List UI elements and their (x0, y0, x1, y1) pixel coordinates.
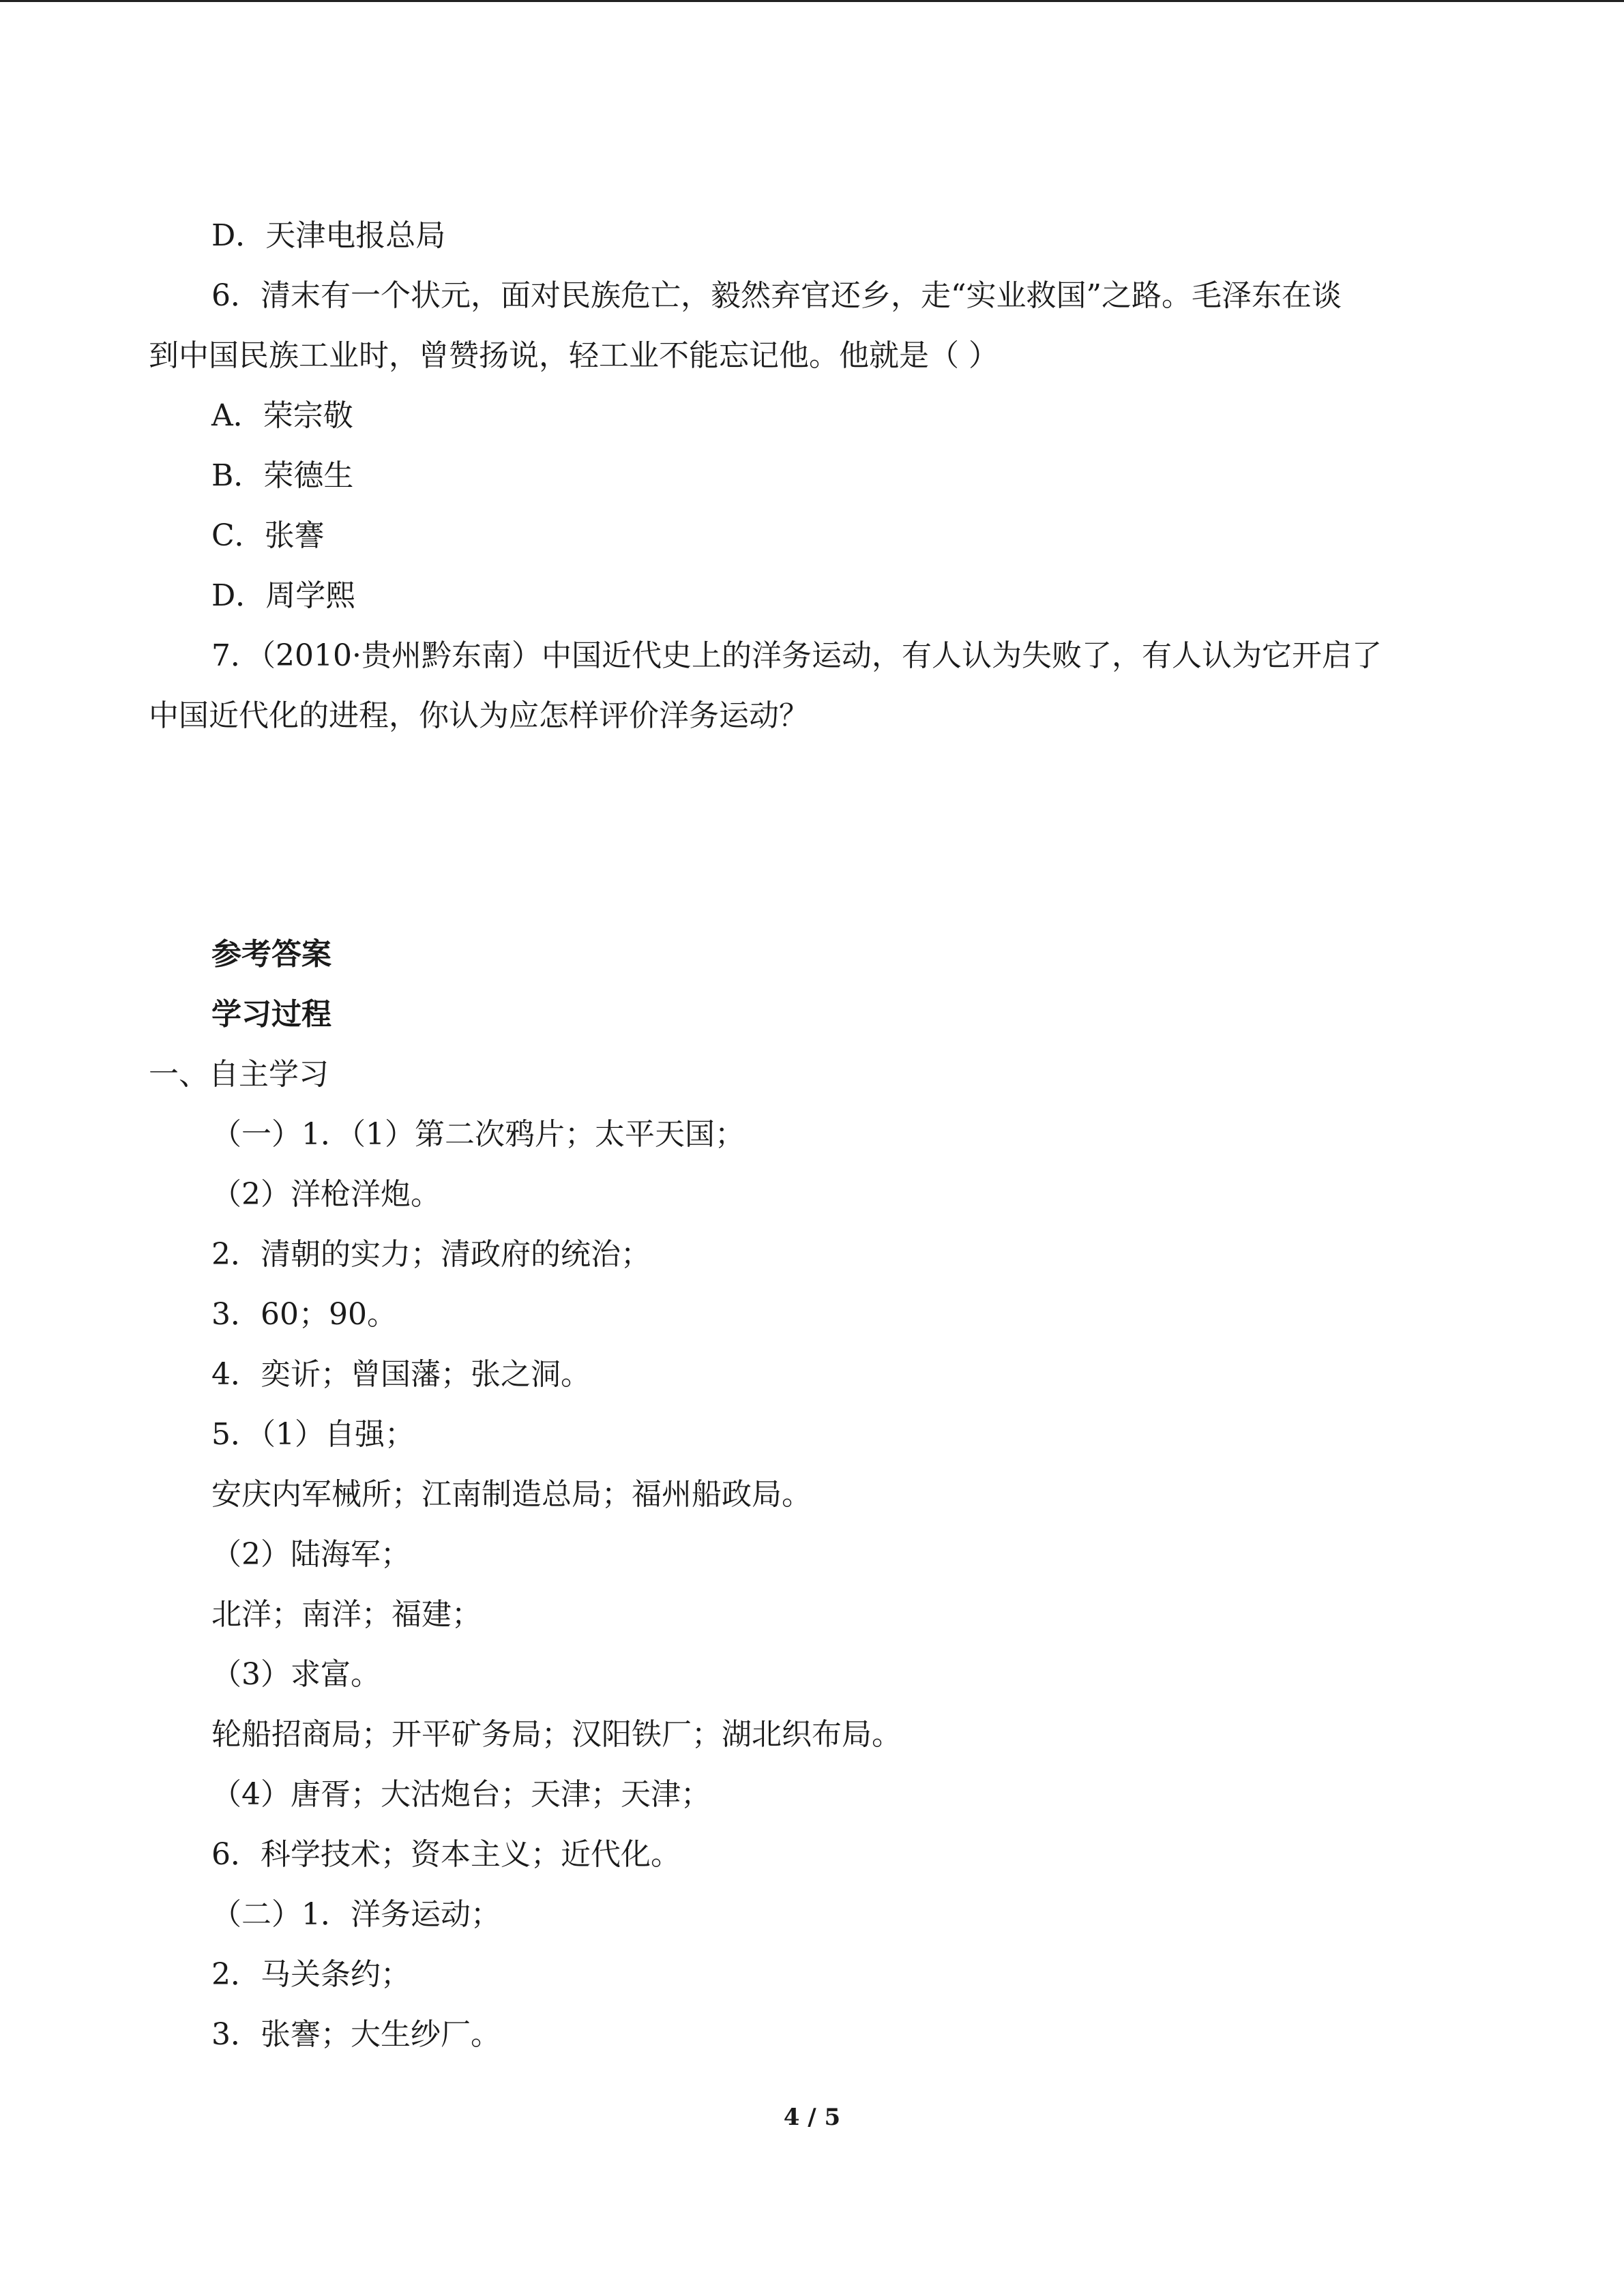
answer-line: 轮船招商局；开平矿务局；汉阳铁厂；湖北织布局。 (211, 1717, 902, 1752)
answer-line: （3）求富。 (211, 1657, 381, 1692)
q5-option-d: D．天津电报总局 (211, 218, 446, 253)
answer-line: （二）1．洋务运动； (211, 1897, 501, 1932)
q6-option-b: B．荣德生 (211, 458, 354, 493)
answer-line: 2．清朝的实力；清政府的统治； (211, 1237, 651, 1272)
answer-line: （2）洋枪洋炮。 (211, 1177, 441, 1212)
page-number: 4 / 5 (783, 2104, 841, 2131)
answer-line: （2）陆海军； (211, 1537, 411, 1572)
section-1-title: 一、自主学习 (149, 1057, 329, 1092)
answer-line: 安庆内军械所；江南制造总局；福州船政局。 (211, 1477, 812, 1512)
answer-line: 4．奕䜣；曾国藩；张之洞。 (211, 1357, 591, 1392)
q6-option-d: D．周学熙 (211, 578, 356, 613)
answer-line: 5．（1）自强； (211, 1417, 415, 1452)
answers-subheading: 学习过程 (211, 997, 331, 1032)
answers-heading: 参考答案 (211, 937, 331, 972)
answer-line: 北洋；南洋；福建； (211, 1597, 482, 1632)
answer-line: （4）唐胥；大沽炮台；天津；天津； (211, 1777, 711, 1812)
answer-line: 3．张謇；大生纱厂。 (211, 2017, 501, 2052)
q6-option-c: C．张謇 (211, 518, 325, 553)
q6-option-a: A．荣宗敬 (211, 398, 353, 433)
q6-stem-line-2: 到中国民族工业时，曾赞扬说，轻工业不能忘记他。他就是（ ） (149, 338, 999, 373)
answer-line: 2．马关条约； (211, 1957, 411, 1992)
answer-line: 3．60；90。 (211, 1297, 397, 1332)
q7-stem-line-1: 7．（2010·贵州黔东南）中国近代史上的洋务运动，有人认为失败了，有人认为它开启了 (211, 638, 1382, 673)
q7-stem-line-2: 中国近代化的进程，你认为应怎样评价洋务运动？ (149, 698, 809, 733)
answer-line: （一）1．（1）第二次鸦片；太平天国； (211, 1117, 745, 1152)
q6-stem-line-1: 6．清末有一个状元，面对民族危亡，毅然弃官还乡，走“实业救国”之路。毛泽东在谈 (211, 278, 1342, 313)
answer-line: 6．科学技术；资本主义；近代化。 (211, 1837, 681, 1872)
